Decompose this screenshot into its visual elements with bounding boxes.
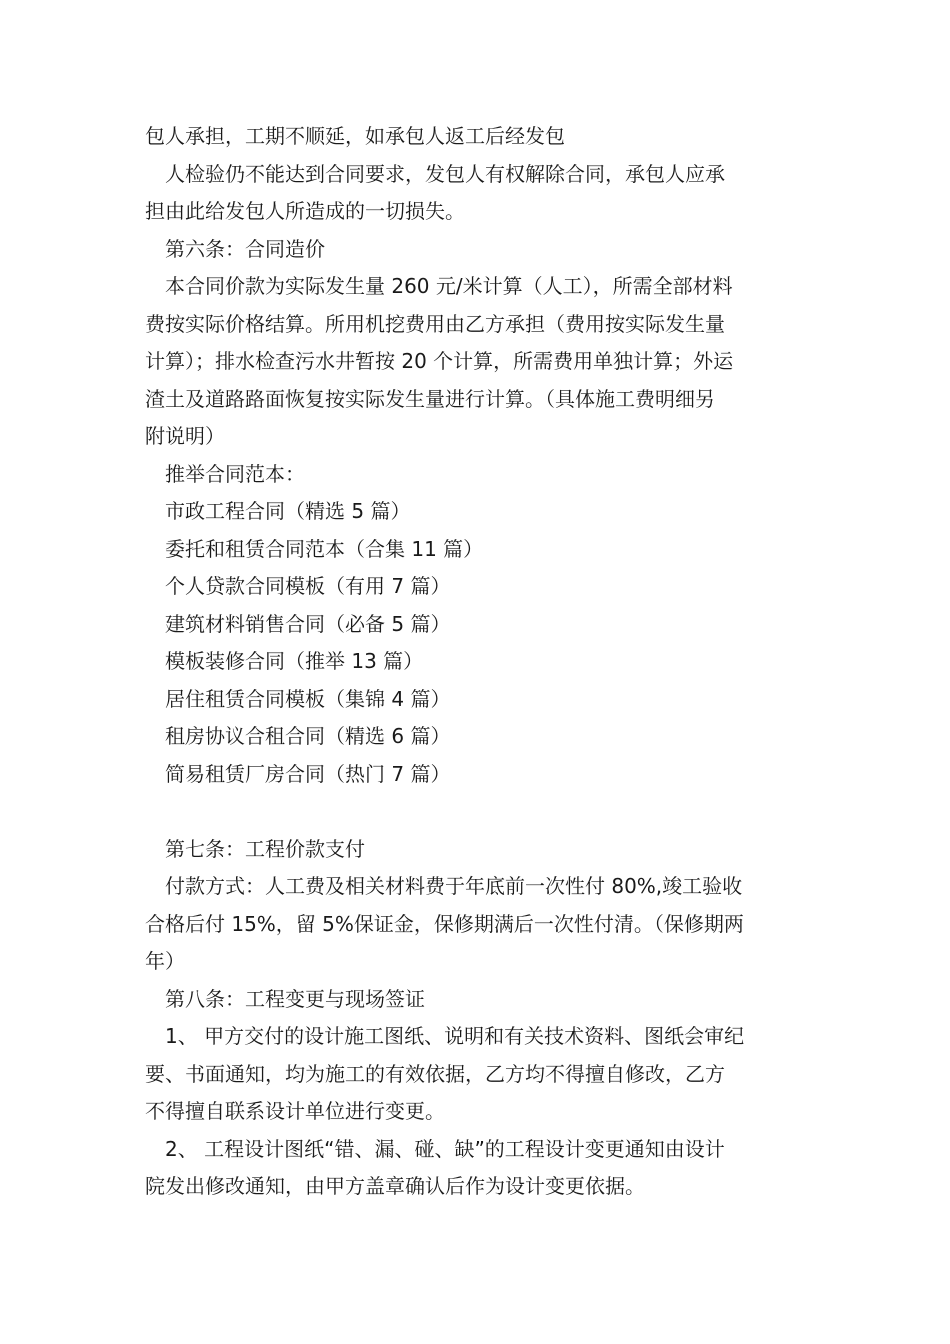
- document-body: [145, 118, 810, 1206]
- recommended-template-item: 委托和租赁合同范本（合集 11 篇）: [145, 536, 484, 561]
- text-line: 付款方式：人工费及相关材料费于年底前一次性付 80%,竣工验收: [145, 874, 743, 898]
- recommended-template-item: 居住租赁合同模板（集锦 4 篇）: [145, 686, 451, 711]
- text-line: 渣土及道路路面恢复按实际发生量进行计算。（具体施工费明细另: [145, 386, 715, 411]
- section-heading-article-7: 第七条：工程价款支付: [145, 836, 365, 861]
- section-heading-article-6: 第六条：合同造价: [145, 236, 325, 261]
- text-line: 1、 甲方交付的设计施工图纸、说明和有关技术资料、图纸会审纪: [145, 1024, 745, 1048]
- text-line: 院发出修改通知，由甲方盖章确认后作为设计变更依据。: [145, 1174, 645, 1198]
- recommended-template-item: 租房协议合租合同（精选 6 篇）: [145, 724, 451, 748]
- text-line: 2、 工程设计图纸“错、漏、碰、缺”的工程设计变更通知由设计: [145, 1136, 725, 1161]
- blank-line: [145, 793, 810, 831]
- text-line: 不得擅自联系设计单位进行变更。: [145, 1099, 445, 1123]
- recommended-template-item: 简易租赁厂房合同（热门 7 篇）: [145, 761, 451, 786]
- text-line: 担由此给发包人所造成的一切损失。: [145, 199, 465, 223]
- text-line: 合格后付 15%，留 5%保证金，保修期满后一次性付清。（保修期两: [145, 911, 744, 936]
- recommended-template-item: 模板装修合同（推举 13 篇）: [145, 649, 424, 673]
- text-line: 计算）；排水检查污水井暂按 20 个计算，所需费用单独计算；外运: [145, 349, 734, 373]
- recommended-template-item: 建筑材料销售合同（必备 5 篇）: [145, 611, 451, 636]
- recommended-template-item: 市政工程合同（精选 5 篇）: [145, 499, 411, 523]
- section-heading-article-8: 第八条：工程变更与现场签证: [145, 986, 425, 1011]
- text-line: 费按实际价格结算。所用机挖费用由乙方承担（费用按实际发生量: [145, 311, 725, 336]
- text-line: 要、书面通知，均为施工的有效依据，乙方均不得擅自修改，乙方: [145, 1061, 725, 1086]
- recommended-template-item: 个人贷款合同模板（有用 7 篇）: [145, 574, 451, 598]
- text-line: 年）: [145, 949, 185, 973]
- recommended-templates-heading: 推举合同范本：: [145, 461, 305, 486]
- text-line: 包人承担，工期不顺延，如承包人返工后经发包: [145, 124, 565, 148]
- text-line: 人检验仍不能达到合同要求，发包人有权解除合同，承包人应承: [145, 161, 725, 186]
- text-line: 附说明）: [145, 424, 225, 448]
- text-line: 本合同价款为实际发生量 260 元/米计算（人工），所需全部材料: [145, 274, 733, 298]
